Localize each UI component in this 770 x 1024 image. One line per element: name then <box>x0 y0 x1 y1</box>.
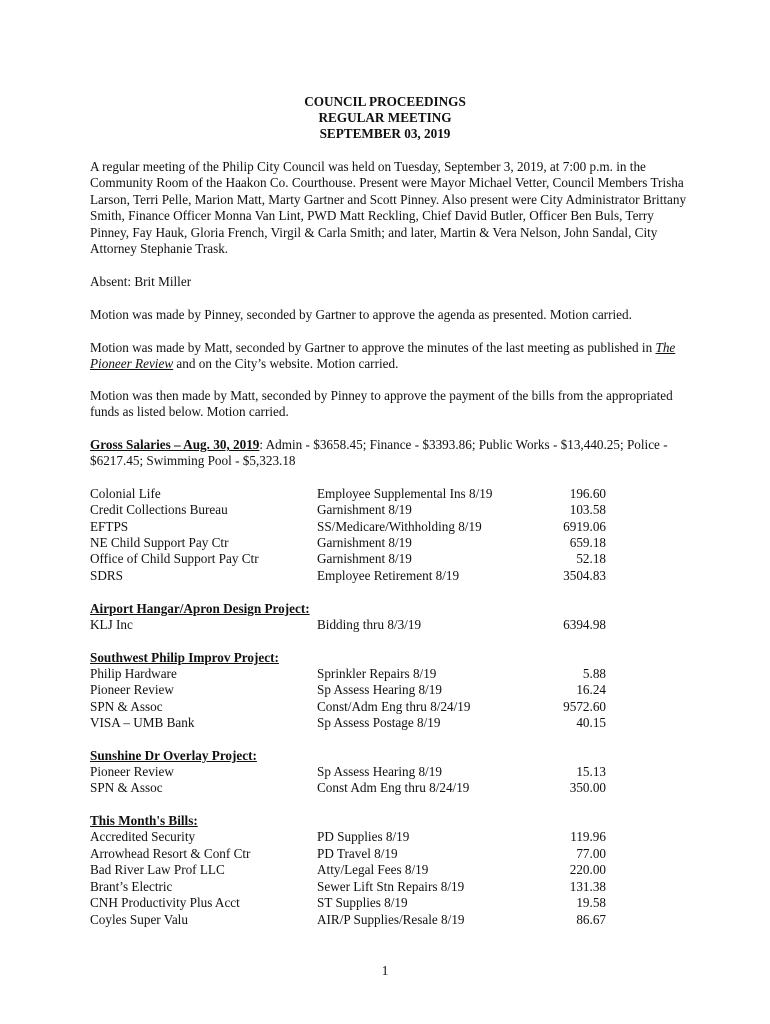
table-row <box>0 568 770 585</box>
vendor-name: Colonial Life <box>90 486 161 501</box>
table-row <box>0 699 770 716</box>
table-row <box>0 912 770 929</box>
bill-description: Garnishment 8/19 <box>317 551 412 566</box>
motion-minutes-text: Motion was made by Matt, seconded by Gartner to approve the minutes of the last meeting as published in <box>90 340 656 355</box>
table-row <box>0 715 770 732</box>
table-row <box>0 780 770 797</box>
table-row <box>0 879 770 896</box>
bill-amount: 40.15 <box>576 715 606 730</box>
table-row <box>0 895 770 912</box>
table-row <box>0 764 770 781</box>
vendor-name: Pioneer Review <box>90 764 174 779</box>
gross-salaries-label: Gross Salaries – Aug. 30, 2019 <box>90 437 260 452</box>
table-row <box>0 502 770 519</box>
bill-description: Bidding thru 8/3/19 <box>317 617 422 632</box>
table-row <box>0 551 770 568</box>
intro-paragraph: A regular meeting of the Philip City Council was held on Tuesday, September 3, 2019, at 7:00 p.m. in the Community Room of the Haakon Co. Courthouse. Present were Mayor Michael Vetter, Council Members Trisha Larson, Terri Pelle, Marion Matt, Marty Gartner and Scott Pinney. Also present were City Administrator Brittany Smith, Finance Officer Monna Van Lint, PWD Matt Reckling, Chief David Butler, Officer Ben Buls, Terry Pinney, Fay Hauk, Gloria French, Virgil & Carla Smith; and later, Martin & Vera Nelson, John Sandal, City Attorney Stephanie Trask. <box>90 159 687 257</box>
bill-amount: 52.18 <box>576 551 606 566</box>
bill-amount: 15.13 <box>576 764 606 779</box>
motion-minutes-paragraph <box>90 340 690 373</box>
section-heading-southwest: Southwest Philip Improv Project: <box>90 650 279 665</box>
bill-amount: 3504.83 <box>563 568 606 583</box>
motion-bills-paragraph: Motion was then made by Matt, seconded by Pinney to approve the payment of the bills from the appropriated funds as listed below. Motion carried. <box>90 388 673 420</box>
page-number: 1 <box>381 963 389 978</box>
table-row <box>0 535 770 552</box>
vendor-name: EFTPS <box>90 519 129 534</box>
section-heading-monthly-bills: This Month's Bills: <box>90 813 198 828</box>
bill-amount: 9572.60 <box>563 699 606 714</box>
bill-amount: 5.88 <box>582 666 606 681</box>
gross-salaries-paragraph <box>90 437 690 470</box>
bill-amount: 119.96 <box>570 829 606 844</box>
motion-minutes-text-end: and on the City’s website. Motion carried. <box>173 356 399 372</box>
bill-amount: 350.00 <box>569 780 606 795</box>
bill-amount: 220.00 <box>569 862 606 877</box>
vendor-name: Philip Hardware <box>90 666 177 681</box>
bill-description: Sprinkler Repairs 8/19 <box>317 666 437 681</box>
gross-salaries-text: : Admin - $3658.45; Finance - $3393.86; Public Works - $13,440.25; Police - $6217.45; Swimming Pool - $5,323.18 <box>90 437 668 469</box>
bill-description: Garnishment 8/19 <box>317 535 412 550</box>
bill-description: Employee Supplemental Ins 8/19 <box>317 486 493 501</box>
absent-paragraph: Absent: Brit Miller <box>90 274 192 289</box>
document-title: COUNCIL PROCEEDINGS <box>304 94 466 109</box>
vendor-name: KLJ Inc <box>90 617 133 632</box>
bill-description: ST Supplies 8/19 <box>317 895 408 910</box>
document-date: SEPTEMBER 03, 2019 <box>319 126 451 141</box>
vendor-name: VISA – UMB Bank <box>90 715 195 730</box>
vendor-name: Office of Child Support Pay Ctr <box>90 551 259 566</box>
section-heading-airport: Airport Hangar/Apron Design Project: <box>90 601 310 616</box>
bill-description: Garnishment 8/19 <box>317 502 412 517</box>
vendor-name: CNH Productivity Plus Acct <box>90 895 240 910</box>
bill-description: Atty/Legal Fees 8/19 <box>317 862 429 877</box>
bill-amount: 16.24 <box>576 682 606 697</box>
bill-description: Sewer Lift Stn Repairs 8/19 <box>317 879 465 894</box>
vendor-name: SDRS <box>90 568 123 583</box>
vendor-name: Accredited Security <box>90 829 196 844</box>
vendor-name: Bad River Law Prof LLC <box>90 862 225 877</box>
table-row <box>0 682 770 699</box>
vendor-name: Brant’s Electric <box>90 879 173 894</box>
bill-description: Sp Assess Hearing 8/19 <box>317 682 442 697</box>
motion-agenda-paragraph: Motion was made by Pinney, seconded by Gartner to approve the agenda as presented. Motion carried. <box>90 307 632 322</box>
vendor-name: Coyles Super Valu <box>90 912 188 927</box>
table-row <box>0 519 770 536</box>
vendor-name: Arrowhead Resort & Conf Ctr <box>90 846 251 861</box>
table-row <box>0 666 770 683</box>
bill-description: Const/Adm Eng thru 8/24/19 <box>317 699 471 714</box>
document-subtitle: REGULAR MEETING <box>318 110 452 125</box>
vendor-name: NE Child Support Pay Ctr <box>90 535 229 550</box>
bill-amount: 19.58 <box>576 895 606 910</box>
bill-description: PD Travel 8/19 <box>317 846 398 861</box>
table-row <box>0 862 770 879</box>
bill-amount: 77.00 <box>576 846 606 861</box>
vendor-name: Credit Collections Bureau <box>90 502 228 517</box>
bill-amount: 6394.98 <box>563 617 606 632</box>
bill-description: Sp Assess Postage 8/19 <box>317 715 441 730</box>
bill-description: PD Supplies 8/19 <box>317 829 410 844</box>
bill-amount: 131.38 <box>569 879 606 894</box>
bill-description: Const Adm Eng thru 8/24/19 <box>317 780 470 795</box>
bill-description: Employee Retirement 8/19 <box>317 568 460 583</box>
section-heading-sunshine: Sunshine Dr Overlay Project: <box>90 748 257 763</box>
vendor-name: SPN & Assoc <box>90 699 163 714</box>
bill-amount: 86.67 <box>576 912 606 927</box>
table-row <box>0 486 770 503</box>
bill-amount: 6919.06 <box>563 519 606 534</box>
vendor-name: SPN & Assoc <box>90 780 163 795</box>
bill-amount: 196.60 <box>569 486 606 501</box>
publication-name: The Pioneer Review <box>90 340 676 372</box>
bill-description: Sp Assess Hearing 8/19 <box>317 764 442 779</box>
vendor-name: Pioneer Review <box>90 682 174 697</box>
bill-description: SS/Medicare/Withholding 8/19 <box>317 519 482 534</box>
bill-amount: 659.18 <box>569 535 606 550</box>
table-row <box>0 846 770 863</box>
table-row <box>0 617 770 634</box>
bill-amount: 103.58 <box>569 502 606 517</box>
bill-description: AIR/P Supplies/Resale 8/19 <box>317 912 465 927</box>
table-row <box>0 829 770 846</box>
